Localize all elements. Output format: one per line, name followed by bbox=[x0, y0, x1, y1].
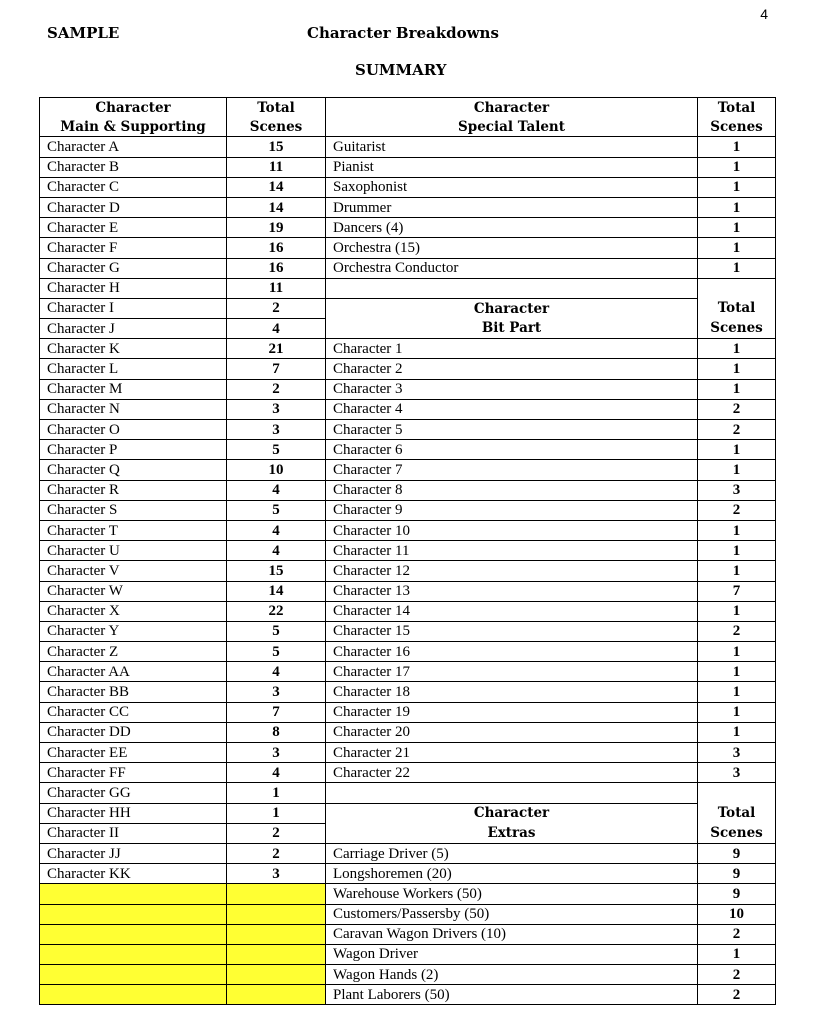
table-row bbox=[40, 682, 776, 702]
bit-part-scenes: 2 bbox=[698, 621, 776, 641]
bit-part-name: Character 21 bbox=[326, 743, 698, 763]
main-character-name: Character C bbox=[40, 177, 227, 197]
main-character-scenes: 15 bbox=[227, 137, 326, 157]
blank-cell bbox=[698, 278, 776, 298]
main-character-name: Character D bbox=[40, 197, 227, 217]
main-character-name: Character KK bbox=[40, 864, 227, 884]
main-character-name: Character DD bbox=[40, 722, 227, 742]
table-row bbox=[40, 258, 776, 278]
main-character-name: Character N bbox=[40, 399, 227, 419]
main-character-scenes: 7 bbox=[227, 359, 326, 379]
extra-scenes: 9 bbox=[698, 864, 776, 884]
empty-highlight-cell bbox=[40, 944, 227, 964]
main-character-name: Character Q bbox=[40, 460, 227, 480]
bit-part-name: Character 12 bbox=[326, 561, 698, 581]
blank-cell bbox=[698, 783, 776, 803]
main-header-group: Main & Supporting bbox=[40, 117, 227, 137]
main-character-name: Character Y bbox=[40, 621, 227, 641]
bit-header-scenes: Scenes bbox=[698, 319, 776, 339]
bit-part-scenes: 1 bbox=[698, 359, 776, 379]
extras-header-scenes: Scenes bbox=[698, 823, 776, 843]
table-row bbox=[40, 520, 776, 540]
main-character-name: Character A bbox=[40, 137, 227, 157]
main-character-name: Character G bbox=[40, 258, 227, 278]
main-character-scenes: 10 bbox=[227, 460, 326, 480]
table-row bbox=[40, 621, 776, 641]
bit-part-scenes: 1 bbox=[698, 561, 776, 581]
extra-scenes: 9 bbox=[698, 884, 776, 904]
extra-scenes: 10 bbox=[698, 904, 776, 924]
table-row bbox=[40, 500, 776, 520]
special-talent-name: Drummer bbox=[326, 197, 698, 217]
table-row bbox=[40, 965, 776, 985]
extra-scenes: 2 bbox=[698, 985, 776, 1005]
main-character-scenes: 2 bbox=[227, 843, 326, 863]
table-row bbox=[40, 541, 776, 561]
bit-part-name: Character 16 bbox=[326, 642, 698, 662]
table-row bbox=[40, 440, 776, 460]
main-character-name: Character M bbox=[40, 379, 227, 399]
special-talent-scenes: 1 bbox=[698, 137, 776, 157]
main-character-name: Character J bbox=[40, 319, 227, 339]
main-character-scenes: 19 bbox=[227, 218, 326, 238]
main-character-scenes: 14 bbox=[227, 581, 326, 601]
extra-scenes: 2 bbox=[698, 924, 776, 944]
table-row bbox=[40, 642, 776, 662]
main-header-total: Total bbox=[227, 98, 326, 118]
bit-part-scenes: 3 bbox=[698, 763, 776, 783]
table-row bbox=[40, 763, 776, 783]
extra-name: Wagon Driver bbox=[326, 944, 698, 964]
bit-part-scenes: 1 bbox=[698, 440, 776, 460]
main-character-scenes: 2 bbox=[227, 379, 326, 399]
main-character-name: Character L bbox=[40, 359, 227, 379]
main-character-name: Character HH bbox=[40, 803, 227, 823]
extra-name: Warehouse Workers (50) bbox=[326, 884, 698, 904]
main-character-name: Character EE bbox=[40, 743, 227, 763]
extra-name: Customers/Passersby (50) bbox=[326, 904, 698, 924]
bit-part-scenes: 1 bbox=[698, 339, 776, 359]
table-row bbox=[40, 278, 776, 298]
table-row bbox=[40, 924, 776, 944]
special-header-scenes: Scenes bbox=[698, 117, 776, 137]
bit-part-name: Character 9 bbox=[326, 500, 698, 520]
bit-part-name: Character 8 bbox=[326, 480, 698, 500]
main-character-scenes: 2 bbox=[227, 298, 326, 318]
table-row bbox=[40, 460, 776, 480]
main-character-scenes: 4 bbox=[227, 480, 326, 500]
special-talent-scenes: 1 bbox=[698, 197, 776, 217]
main-character-scenes: 3 bbox=[227, 743, 326, 763]
extra-name: Caravan Wagon Drivers (10) bbox=[326, 924, 698, 944]
special-header-total: Total bbox=[698, 98, 776, 118]
main-character-name: Character E bbox=[40, 218, 227, 238]
bit-part-scenes: 3 bbox=[698, 743, 776, 763]
special-header-character: Character bbox=[326, 98, 698, 118]
empty-highlight-cell bbox=[227, 944, 326, 964]
bit-part-scenes: 1 bbox=[698, 601, 776, 621]
empty-highlight-cell bbox=[227, 985, 326, 1005]
table-row bbox=[40, 783, 776, 803]
bit-header-character: Character bbox=[326, 298, 698, 318]
main-character-name: Character O bbox=[40, 420, 227, 440]
blank-cell bbox=[326, 783, 698, 803]
main-character-scenes: 4 bbox=[227, 662, 326, 682]
main-character-scenes: 14 bbox=[227, 197, 326, 217]
table-row bbox=[40, 238, 776, 258]
table-row bbox=[40, 662, 776, 682]
bit-part-scenes: 1 bbox=[698, 662, 776, 682]
extra-name: Plant Laborers (50) bbox=[326, 985, 698, 1005]
table-row bbox=[40, 339, 776, 359]
empty-highlight-cell bbox=[227, 884, 326, 904]
main-character-name: Character R bbox=[40, 480, 227, 500]
bit-part-name: Character 4 bbox=[326, 399, 698, 419]
main-header-scenes: Scenes bbox=[227, 117, 326, 137]
extras-header-group: Extras bbox=[326, 823, 698, 843]
main-character-scenes: 21 bbox=[227, 339, 326, 359]
extra-scenes: 2 bbox=[698, 965, 776, 985]
main-character-name: Character JJ bbox=[40, 843, 227, 863]
bit-header-total: Total bbox=[698, 298, 776, 318]
special-talent-name: Dancers (4) bbox=[326, 218, 698, 238]
main-character-scenes: 4 bbox=[227, 541, 326, 561]
table-row bbox=[40, 218, 776, 238]
main-character-name: Character AA bbox=[40, 662, 227, 682]
bit-part-name: Character 1 bbox=[326, 339, 698, 359]
main-character-name: Character GG bbox=[40, 783, 227, 803]
main-character-name: Character BB bbox=[40, 682, 227, 702]
main-character-scenes: 22 bbox=[227, 601, 326, 621]
main-header-character: Character bbox=[40, 98, 227, 118]
page-number: 4 bbox=[760, 6, 768, 22]
table-row bbox=[40, 197, 776, 217]
table-row bbox=[40, 177, 776, 197]
bit-part-scenes: 1 bbox=[698, 722, 776, 742]
bit-part-name: Character 15 bbox=[326, 621, 698, 641]
table-row bbox=[40, 823, 776, 843]
special-header-group: Special Talent bbox=[326, 117, 698, 137]
main-character-scenes: 3 bbox=[227, 399, 326, 419]
extras-header-character: Character bbox=[326, 803, 698, 823]
main-character-name: Character Z bbox=[40, 642, 227, 662]
table-row bbox=[40, 803, 776, 823]
bit-part-scenes: 2 bbox=[698, 500, 776, 520]
empty-highlight-cell bbox=[227, 904, 326, 924]
bit-part-scenes: 2 bbox=[698, 399, 776, 419]
table-row bbox=[40, 117, 776, 137]
bit-part-name: Character 7 bbox=[326, 460, 698, 480]
table-row bbox=[40, 743, 776, 763]
main-character-scenes: 16 bbox=[227, 238, 326, 258]
table-row bbox=[40, 480, 776, 500]
main-character-name: Character U bbox=[40, 541, 227, 561]
special-talent-name: Orchestra Conductor bbox=[326, 258, 698, 278]
table-row bbox=[40, 98, 776, 118]
extra-name: Longshoremen (20) bbox=[326, 864, 698, 884]
main-character-scenes: 14 bbox=[227, 177, 326, 197]
table-row bbox=[40, 884, 776, 904]
empty-highlight-cell bbox=[227, 924, 326, 944]
table-row bbox=[40, 137, 776, 157]
main-character-scenes: 11 bbox=[227, 157, 326, 177]
table-row bbox=[40, 843, 776, 863]
table-row bbox=[40, 399, 776, 419]
main-character-scenes: 16 bbox=[227, 258, 326, 278]
table-row bbox=[40, 702, 776, 722]
special-talent-scenes: 1 bbox=[698, 157, 776, 177]
empty-highlight-cell bbox=[40, 985, 227, 1005]
document-title: Character Breakdowns bbox=[307, 24, 499, 42]
bit-part-scenes: 1 bbox=[698, 460, 776, 480]
main-character-scenes: 11 bbox=[227, 278, 326, 298]
blank-cell bbox=[326, 278, 698, 298]
bit-part-name: Character 22 bbox=[326, 763, 698, 783]
special-talent-name: Pianist bbox=[326, 157, 698, 177]
table-row bbox=[40, 319, 776, 339]
bit-part-name: Character 2 bbox=[326, 359, 698, 379]
sample-label: SAMPLE bbox=[47, 24, 120, 42]
table-row bbox=[40, 359, 776, 379]
bit-part-scenes: 7 bbox=[698, 581, 776, 601]
main-character-scenes: 4 bbox=[227, 520, 326, 540]
main-character-scenes: 1 bbox=[227, 803, 326, 823]
main-character-scenes: 2 bbox=[227, 823, 326, 843]
bit-part-name: Character 14 bbox=[326, 601, 698, 621]
bit-part-name: Character 10 bbox=[326, 520, 698, 540]
main-character-name: Character B bbox=[40, 157, 227, 177]
special-talent-name: Saxophonist bbox=[326, 177, 698, 197]
main-character-name: Character W bbox=[40, 581, 227, 601]
main-character-scenes: 3 bbox=[227, 420, 326, 440]
main-character-scenes: 5 bbox=[227, 621, 326, 641]
bit-part-scenes: 1 bbox=[698, 541, 776, 561]
special-talent-scenes: 1 bbox=[698, 218, 776, 238]
main-character-scenes: 1 bbox=[227, 783, 326, 803]
main-character-name: Character FF bbox=[40, 763, 227, 783]
main-character-name: Character X bbox=[40, 601, 227, 621]
table-row bbox=[40, 157, 776, 177]
bit-part-scenes: 1 bbox=[698, 520, 776, 540]
main-character-name: Character CC bbox=[40, 702, 227, 722]
main-character-name: Character T bbox=[40, 520, 227, 540]
main-character-name: Character I bbox=[40, 298, 227, 318]
main-character-scenes: 5 bbox=[227, 642, 326, 662]
table-row bbox=[40, 904, 776, 924]
table-row bbox=[40, 420, 776, 440]
extras-header-total: Total bbox=[698, 803, 776, 823]
bit-part-scenes: 1 bbox=[698, 642, 776, 662]
bit-part-scenes: 1 bbox=[698, 682, 776, 702]
main-character-name: Character S bbox=[40, 500, 227, 520]
special-talent-scenes: 1 bbox=[698, 177, 776, 197]
main-character-name: Character II bbox=[40, 823, 227, 843]
special-talent-scenes: 1 bbox=[698, 238, 776, 258]
main-character-scenes: 7 bbox=[227, 702, 326, 722]
main-character-name: Character P bbox=[40, 440, 227, 460]
main-character-scenes: 8 bbox=[227, 722, 326, 742]
empty-highlight-cell bbox=[40, 965, 227, 985]
main-character-scenes: 4 bbox=[227, 319, 326, 339]
table-row bbox=[40, 601, 776, 621]
main-character-scenes: 4 bbox=[227, 763, 326, 783]
bit-part-name: Character 3 bbox=[326, 379, 698, 399]
main-character-name: Character H bbox=[40, 278, 227, 298]
bit-part-scenes: 2 bbox=[698, 420, 776, 440]
empty-highlight-cell bbox=[40, 904, 227, 924]
bit-part-name: Character 18 bbox=[326, 682, 698, 702]
main-character-scenes: 5 bbox=[227, 500, 326, 520]
main-character-name: Character V bbox=[40, 561, 227, 581]
bit-part-name: Character 11 bbox=[326, 541, 698, 561]
bit-part-name: Character 17 bbox=[326, 662, 698, 682]
bit-part-scenes: 3 bbox=[698, 480, 776, 500]
bit-part-name: Character 5 bbox=[326, 420, 698, 440]
special-talent-scenes: 1 bbox=[698, 258, 776, 278]
main-character-scenes: 3 bbox=[227, 682, 326, 702]
main-character-name: Character F bbox=[40, 238, 227, 258]
extra-name: Wagon Hands (2) bbox=[326, 965, 698, 985]
extra-name: Carriage Driver (5) bbox=[326, 843, 698, 863]
main-character-scenes: 15 bbox=[227, 561, 326, 581]
bit-part-name: Character 19 bbox=[326, 702, 698, 722]
table-row bbox=[40, 722, 776, 742]
table-row bbox=[40, 561, 776, 581]
table-row bbox=[40, 379, 776, 399]
table-row bbox=[40, 864, 776, 884]
bit-header-group: Bit Part bbox=[326, 319, 698, 339]
bit-part-name: Character 13 bbox=[326, 581, 698, 601]
empty-highlight-cell bbox=[227, 965, 326, 985]
table-row bbox=[40, 581, 776, 601]
main-character-scenes: 3 bbox=[227, 864, 326, 884]
bit-part-scenes: 1 bbox=[698, 379, 776, 399]
main-character-name: Character K bbox=[40, 339, 227, 359]
special-talent-name: Orchestra (15) bbox=[326, 238, 698, 258]
table-row bbox=[40, 944, 776, 964]
summary-heading: SUMMARY bbox=[355, 61, 447, 79]
extra-scenes: 9 bbox=[698, 843, 776, 863]
empty-highlight-cell bbox=[40, 924, 227, 944]
table-row bbox=[40, 298, 776, 318]
special-talent-name: Guitarist bbox=[326, 137, 698, 157]
character-summary-table bbox=[39, 97, 776, 1005]
empty-highlight-cell bbox=[40, 884, 227, 904]
main-character-scenes: 5 bbox=[227, 440, 326, 460]
extra-scenes: 1 bbox=[698, 944, 776, 964]
bit-part-scenes: 1 bbox=[698, 702, 776, 722]
bit-part-name: Character 20 bbox=[326, 722, 698, 742]
bit-part-name: Character 6 bbox=[326, 440, 698, 460]
table-row bbox=[40, 985, 776, 1005]
